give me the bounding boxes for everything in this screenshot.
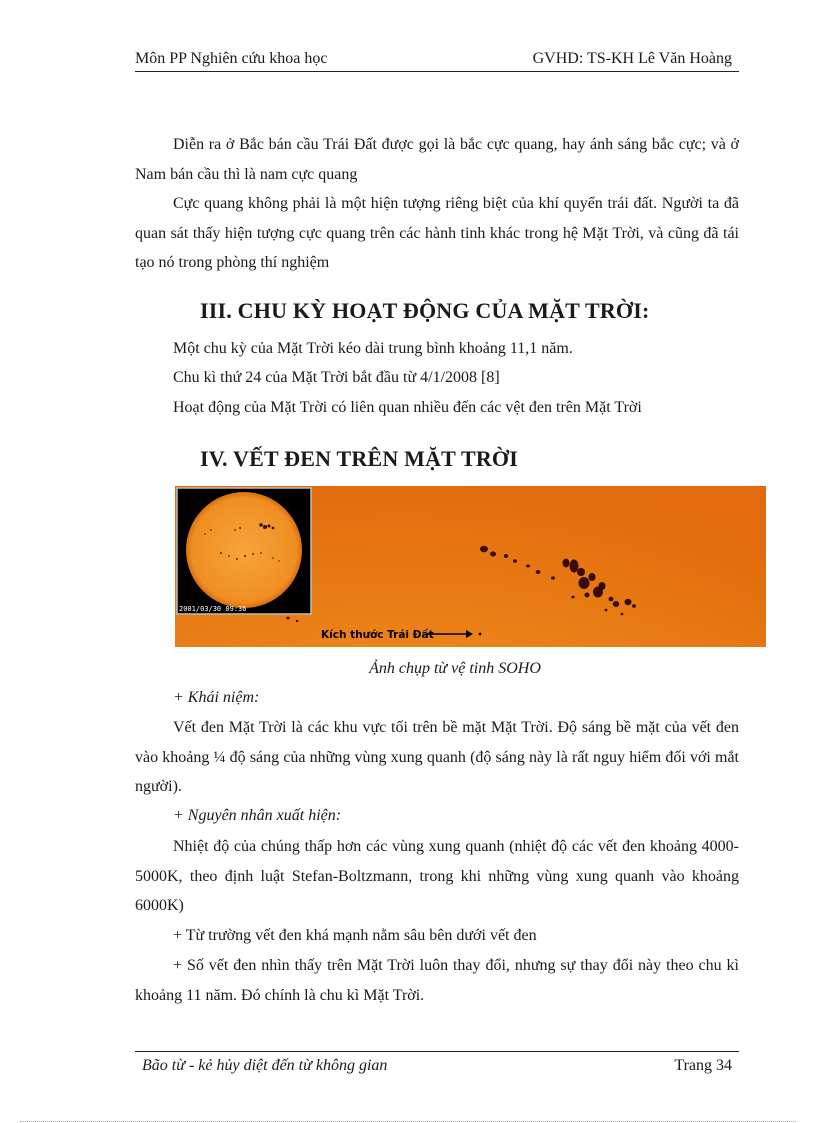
concept-label: + Khái niệm: [173, 689, 260, 706]
page-number: Trang 34 [674, 1057, 732, 1074]
section-3-heading: III. CHU KỲ HOẠT ĐỘNG CỦA MẶT TRỜI: [200, 298, 650, 323]
intro-paragraph-1-text: Diễn ra ở Bắc bán cầu Trái Đất được gọi là bắc cực quang, hay ánh sáng bắc cực; và ở Nam bán cầu thì là nam cực quang [135, 136, 739, 183]
page-bottom-dotted-line [20, 1121, 796, 1122]
image-caption: Ảnh chụp từ vệ tinh SOHO [369, 660, 541, 677]
cycle-paragraph-text: + Số vết đen nhìn thấy trên Mặt Trời luôn thay đổi, nhưng sự thay đổi này theo chu kì khoảng 11 năm. Đó chính là chu kì Mặt Trời. [135, 957, 739, 1004]
cause-paragraph [135, 832, 739, 921]
concept-paragraph-text: Vết đen Mặt Trời là các khu vực tối trên bề mặt Mặt Trời. Độ sáng bề mặt của vết đen vào khoảng ¼ độ sáng của những vùng xung quanh (độ sáng này là rất nguy hiểm đối với mắt người). [135, 719, 739, 795]
cycle-paragraph [135, 951, 739, 1010]
sunspot-image [175, 486, 766, 647]
intro-paragraph-2-text: Cực quang không phải là một hiện tượng riêng biệt của khí quyển trái đất. Người ta đã quan sát thấy hiện tượng cực quang trên các hành tinh khác trong hệ Mặt Trời, và cũng đã tái tạo nó trong phòng thí nghiệm [135, 195, 739, 271]
section-3-line-1: Một chu kỳ của Mặt Trời kéo dài trung bình khoảng 11,1 năm. [173, 340, 573, 357]
footer-rule [135, 1051, 739, 1052]
cause-label: + Nguyên nhân xuất hiện: [173, 807, 342, 824]
magnetic-field-line: + Từ trường vết đen khá mạnh nằm sâu bên dưới vết đen [173, 927, 537, 944]
header-course-title: Môn PP Nghiên cứu khoa học [135, 50, 328, 67]
header-rule [135, 71, 739, 72]
cause-paragraph-text: Nhiệt độ của chúng thấp hơn các vùng xung quanh (nhiệt độ các vết đen khoảng 4000-5000K, theo định luật Stefan-Boltzmann, trong khi những vùng xung quanh vào khoảng 6000K) [135, 838, 739, 914]
sunspot-image-svg [175, 486, 766, 647]
section-3-line-3: Hoạt động của Mặt Trời có liên quan nhiều đến các vệt đen trên Mặt Trời [173, 399, 642, 416]
earth-size-label: Kích thước Trái Đất [321, 629, 434, 641]
section-4-heading: IV. VẾT ĐEN TRÊN MẶT TRỜI [200, 446, 518, 471]
inset-full-sun [177, 488, 311, 614]
concept-paragraph [135, 713, 739, 802]
earth-dot [479, 633, 482, 636]
header-supervisor: GVHD: TS-KH Lê Văn Hoàng [532, 50, 732, 67]
intro-paragraph-2-block [135, 189, 739, 278]
intro-paragraph-1 [135, 130, 739, 189]
footer-document-title: Bão từ - kẻ hủy diệt đến từ không gian [142, 1057, 388, 1074]
inset-timestamp: 2001/03/30 09:36 [179, 605, 247, 613]
section-3-line-2: Chu kì thứ 24 của Mặt Trời bắt đầu từ 4/1/2008 [8] [173, 369, 500, 386]
